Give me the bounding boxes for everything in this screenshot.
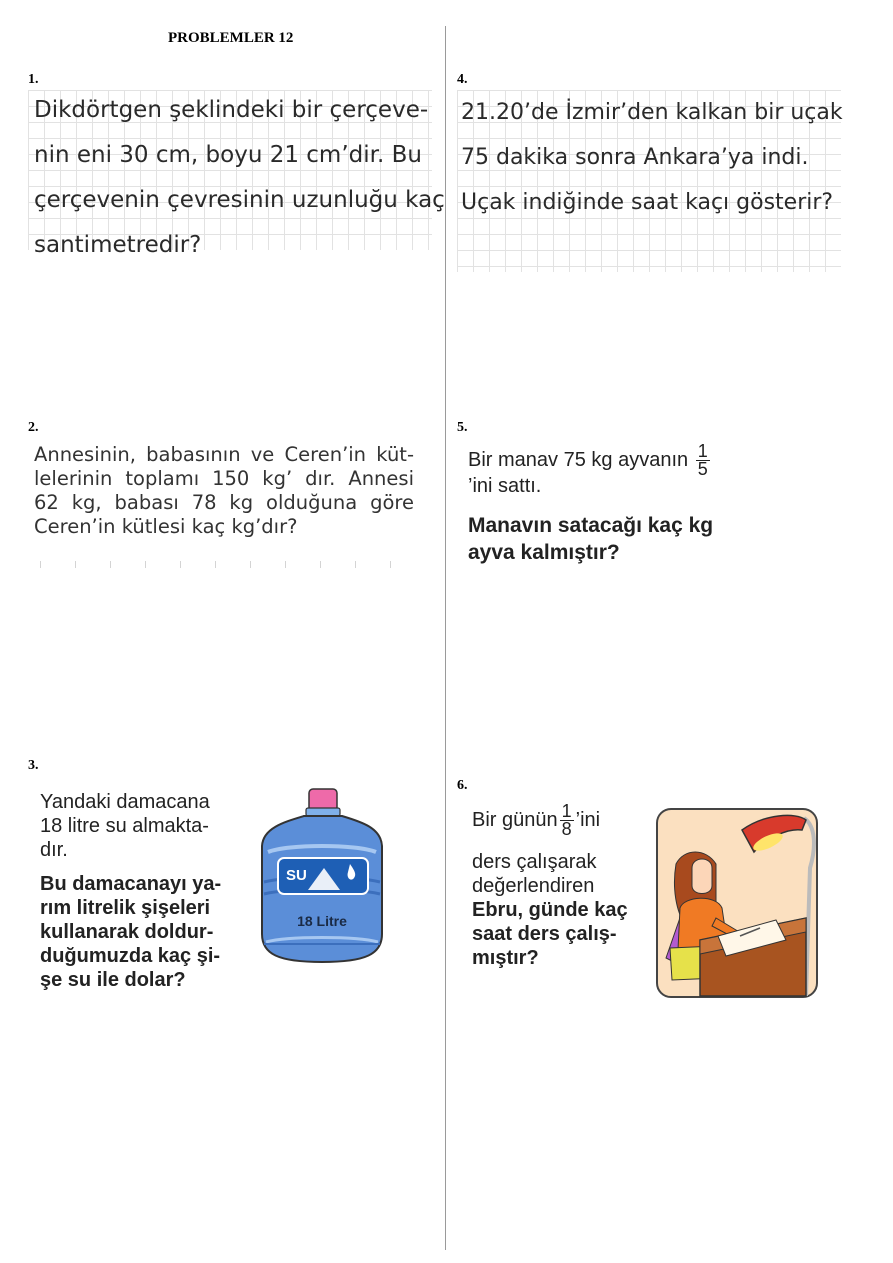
problem-6-fraction — [560, 803, 574, 838]
fraction-numerator: 1 — [561, 801, 572, 822]
column-divider — [445, 26, 446, 1250]
girl-studying-illustration — [656, 808, 818, 998]
problem-2-line: Ceren’in kütlesi kaç kg’dır? — [34, 515, 298, 538]
girl-face — [692, 859, 712, 894]
problem-3-text — [40, 790, 221, 992]
problem-5-number: 5. — [457, 420, 468, 435]
problem-4-number: 4. — [457, 72, 468, 87]
problem-3-question-line: Bu damacanayı ya- — [40, 873, 222, 895]
problem-5-text — [468, 440, 798, 566]
problem-3-number: 3. — [28, 758, 39, 773]
problem-1-line: santimetredir? — [34, 232, 202, 258]
problem-3-question-line: rım litrelik şişeleri — [40, 897, 211, 919]
problem-6-question-line: mıştır? — [472, 947, 539, 969]
fraction-denominator: 5 — [697, 459, 708, 480]
fraction-numerator: 1 — [697, 441, 708, 462]
problem-1-line: Dikdörtgen şeklindeki bir çerçeve- — [34, 97, 429, 123]
problem-1-line: çerçevenin çevresinin uzunluğu kaç — [34, 187, 445, 213]
water-bottle-illustration — [258, 786, 386, 966]
problem-6-question-line: saat ders çalış- — [472, 923, 617, 945]
problem-5-question-line: ayva kalmıştır? — [468, 541, 620, 564]
problem-1-text — [34, 88, 445, 268]
problem-5-text-before: Bir manav 75 kg ayvanın — [468, 449, 689, 471]
bottle-label-text: SU — [286, 867, 307, 884]
problem-4-text — [461, 90, 843, 225]
problem-6-line: değerlendiren — [472, 875, 595, 897]
problem-3-line: Yandaki damacana — [40, 791, 210, 813]
problem-6-question-line: Ebru, günde kaç — [472, 899, 628, 921]
problem-2-number: 2. — [28, 420, 39, 435]
problem-6-text — [472, 800, 662, 970]
problem-4-line: Uçak indiğinde saat kaçı gösterir? — [461, 190, 834, 215]
problem-3-line: 18 litre su almakta- — [40, 815, 209, 837]
problem-2-line: lelerinin toplamı 150 kg’ dır. Annesi — [34, 467, 414, 490]
problem-4-line: 75 dakika sonra Ankara’ya indi. — [461, 145, 809, 170]
problem-4-line: 21.20’de İzmir’den kalkan bir uçak — [461, 100, 843, 125]
problem-5-text-after: ’ini sattı. — [468, 475, 542, 497]
problem-6-line: ders çalışarak — [472, 851, 597, 873]
problem-6-number: 6. — [457, 778, 468, 793]
problem-3-question-line: duğumuzda kaç şi- — [40, 945, 221, 967]
problem-1-line: nin eni 30 cm, boyu 21 cm’dir. Bu — [34, 142, 422, 168]
page-title: PROBLEMLER 12 — [168, 30, 294, 46]
problem-3-question-line: şe su ile dolar? — [40, 969, 186, 991]
problem-3-question-line: kullanarak doldur- — [40, 921, 214, 943]
problem-3-line: dır. — [40, 839, 68, 861]
problem-2-text — [34, 443, 414, 539]
problem-6-text-before: Bir günün — [472, 809, 558, 831]
problem-6-text-after: ’ini — [575, 809, 601, 831]
problem-1-number: 1. — [28, 72, 39, 87]
problem-5-fraction — [696, 443, 710, 478]
problem-5-question-line: Manavın satacağı kaç kg — [468, 514, 714, 537]
fraction-denominator: 8 — [561, 819, 572, 840]
bottle-volume-text: 18 Litre — [297, 913, 347, 929]
problem-2-line: Annesinin, babasının ve Ceren’in küt- — [34, 443, 414, 466]
problem-2-line: 62 kg, babası 78 kg olduğuna göre — [34, 491, 414, 514]
